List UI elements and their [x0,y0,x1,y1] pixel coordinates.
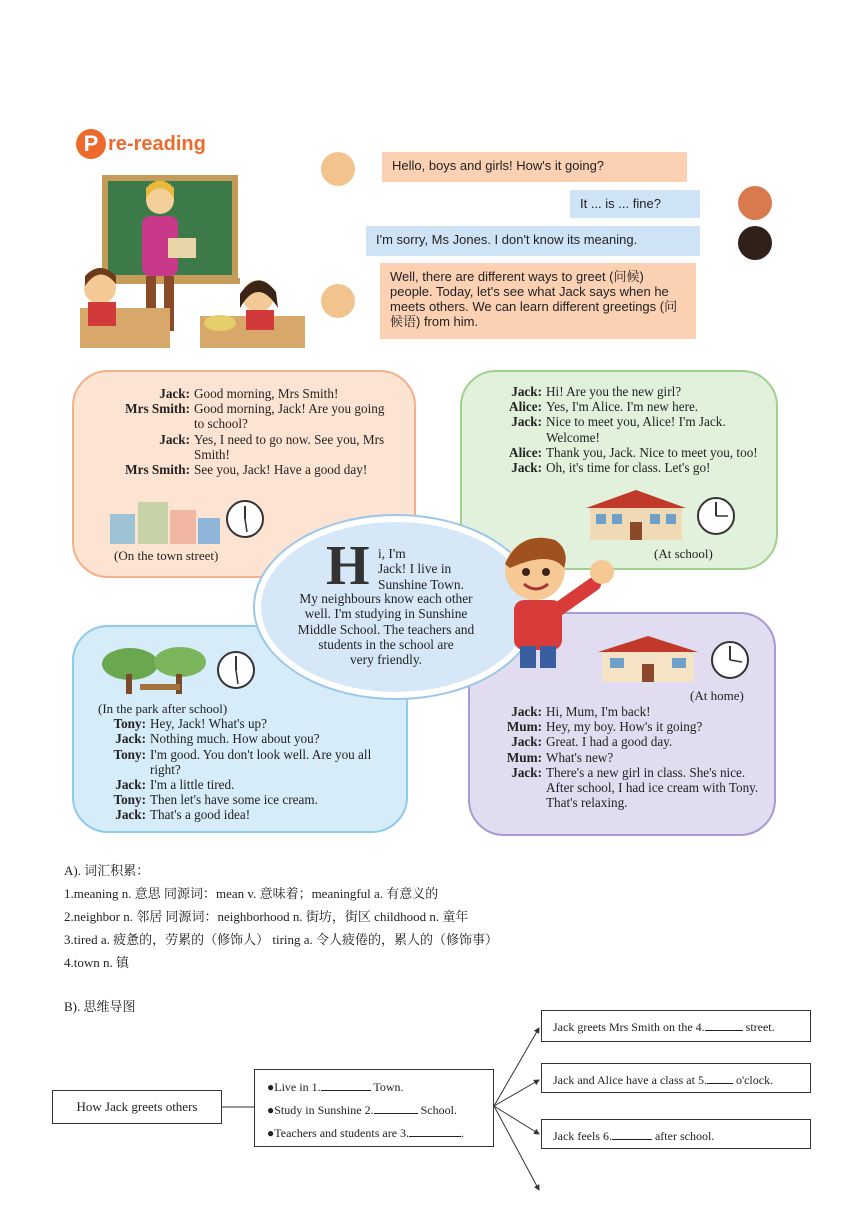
bubble-teacher-1: Hello, boys and girls! How's it going? [382,152,687,182]
speaker: Jack: [511,764,542,780]
blank-text: . [461,1126,465,1140]
vocab-heading: A). 词汇积累： [64,863,150,878]
speaker: Jack: [511,460,542,476]
speaker: Mum: [506,719,542,735]
blank-3[interactable] [409,1125,461,1137]
town-street-icon [110,494,270,544]
place-park: (In the park after school) [98,701,228,716]
speaker: Jack: [115,777,146,793]
girl-face-icon [738,226,772,260]
blank-text: Jack feels 6. [553,1129,612,1143]
line-text: Yes, I'm Alice. I'm new here. [546,399,699,415]
line-text: Nothing much. How about you? [150,731,320,747]
blank-text: ●Teachers and students are 3. [267,1126,410,1140]
place-school: (At school) [654,546,713,561]
line-text: See you, Jack! Have a good day! [194,462,368,478]
line-text: I'm good. You don't look well. Are you all right? [150,746,372,777]
mindmap-middle-box [254,1069,494,1147]
speaker: Jack: [115,807,146,823]
line-text: Hi, Mum, I'm back! [546,704,651,719]
blank-text: Jack greets Mrs Smith on the 4. [553,1020,705,1034]
line-text: Nice to meet you, Alice! I'm Jack. Welcome! [546,414,726,445]
speaker: Alice: [509,399,542,415]
bubble-boy: It ... is ... fine? [570,190,700,218]
intro-line: Middle School. The teachers and [297,621,475,637]
speaker: Tony: [113,792,146,808]
blank-text: Town. [370,1080,404,1094]
blank-1[interactable] [321,1079,371,1091]
vocab-item: 1.meaning n. 意思 同源词：mean v. 意味着；meaningful a. 有意义的 [64,886,439,901]
teacher-face-icon [321,152,355,186]
line-text: Good morning, Mrs Smith! [194,386,339,401]
bubble-teacher-2: Well, there are different ways to greet (问候) people. Today, let's see what Jack says when he meets others. We can learn different greetings (问候语) from him. [380,263,696,339]
blank-4[interactable] [705,1019,743,1031]
vocab-item: 4.town n. 镇 [64,955,130,970]
line-text: That's a good idea! [150,807,251,823]
line-text: Hi! Are you the new girl? [546,384,682,399]
speaker: Jack: [511,734,542,750]
classroom-illustration [80,168,305,348]
intro-line: Sunshine Town. [378,576,464,592]
intro-text-top [378,546,464,592]
bubble-girl: I'm sorry, Ms Jones. I don't know its meaning. [366,226,700,256]
line-text: Hey, Jack! What's up? [150,716,267,732]
line-text: Good morning, Jack! Are you going to school? [194,401,385,432]
speaker: Tony: [113,716,146,732]
blank-text: street. [742,1020,775,1034]
line-text: Yes, I need to go now. See you, Mrs Smith! [194,431,385,462]
line-text: There's a new girl in class. She's nice. After school, I had ice cream with Tony. That's relaxing. [546,764,759,811]
place-home: (At home) [690,688,744,703]
line-text: What's new? [546,749,614,765]
blank-text: School. [417,1103,457,1117]
intro-line: Jack! I live in [378,561,452,577]
blank-5[interactable] [707,1072,733,1084]
speaker: Jack: [511,704,542,719]
pre-reading-title: re-reading [108,133,206,155]
speaker: Jack: [511,414,542,430]
intro-line: My neighbours know each other [299,591,473,606]
line-text: I'm a little tired. [150,777,235,793]
speaker: Jack: [511,384,542,399]
line-text: Then let's have some ice cream. [150,792,318,808]
big-letter-h: H [326,535,370,597]
line-text: Thank you, Jack. Nice to meet you, too! [546,444,758,460]
mindmap-right-box-2 [541,1063,811,1093]
blank-text: o'clock. [732,1073,774,1087]
speaker: Mum: [506,749,542,765]
teacher-face-icon-2 [321,284,355,318]
mindmap-heading: B). 思维导图 [64,999,136,1014]
intro-line: very friendly. [349,652,422,668]
blank-2[interactable] [374,1102,418,1114]
intro-line: well. I'm studying in Sunshine [304,606,468,622]
blank-text: ●Live in 1. [267,1080,321,1094]
blank-text: Jack and Alice have a class at 5. [553,1073,707,1087]
vocab-item: 3.tired a. 疲惫的，劳累的（修饰人） tiring a. 令人疲倦的，累人的（修饰事） [64,932,499,947]
speaker: Jack: [159,386,190,401]
park-trees-icon [100,646,260,696]
line-text: Great. I had a good day. [546,734,673,750]
speaker: Alice: [509,444,542,460]
place-street: (On the town street) [114,548,219,563]
vocab-item: 2.neighbor n. 邻居 同源词：neighborhood n. 街坊，街区 childhood n. 童年 [64,909,469,924]
line-text: Oh, it's time for class. Let's go! [546,460,711,476]
intro-text-bottom [262,591,510,667]
mindmap-right-box-1 [541,1010,811,1042]
line-text: Hey, my boy. How's it going? [546,719,703,735]
jack-character-illustration [490,528,630,668]
speaker: Mrs Smith: [125,462,190,478]
boy-face-icon [738,186,772,220]
mindmap-right-box-3 [541,1119,811,1149]
speaker: Jack: [115,731,146,747]
intro-line: students in the school are [318,636,454,652]
blank-text: ●Study in Sunshine 2. [267,1103,374,1117]
intro-line: i, I'm [378,546,406,561]
pre-reading-badge: P [76,129,106,159]
blank-text: after school. [651,1129,715,1143]
speaker: Tony: [113,746,146,762]
speaker: Mrs Smith: [125,401,190,417]
blank-6[interactable] [612,1128,652,1140]
mindmap-root: How Jack greets others [52,1090,222,1124]
speaker: Jack: [159,431,190,447]
